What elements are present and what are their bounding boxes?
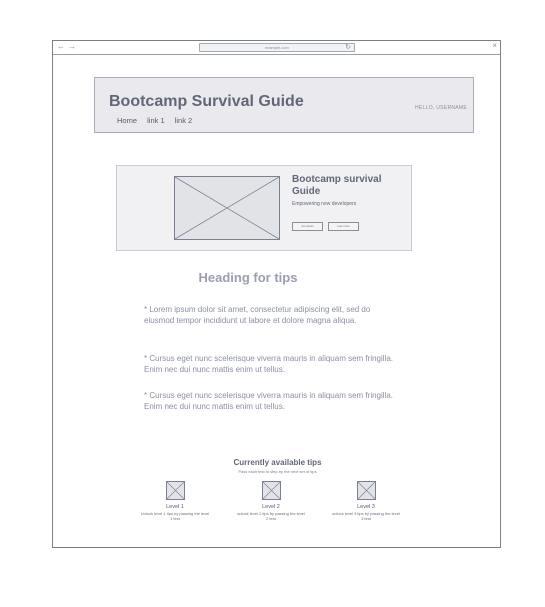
back-icon[interactable]: ← <box>57 42 68 51</box>
level-name: Level 3 <box>357 504 375 510</box>
tip-item: * Lorem ipsum dolor sit amet, consectetur adipiscing elit, sed do eiusmod tempor incididunt ut labore et dolore magna aliqua. <box>144 305 371 325</box>
level-description: unlock level 3 tips by passing the level 3 test <box>332 511 400 521</box>
tip-item: * Cursus eget nunc scelerisque viverra mauris in aliquam sem fringilla. Enim nec dui nunc mattis enim ut tellus. <box>144 354 393 374</box>
level-description: Unlock level 1 tips by passing the level 1 test <box>140 511 210 521</box>
image-placeholder-icon <box>167 482 184 499</box>
level-card-2[interactable] <box>236 481 306 521</box>
level-1-image-placeholder <box>166 481 185 500</box>
tip-item: * Cursus eget nunc scelerisque viverra mauris in aliquam sem fringilla. Enim nec dui nunc mattis enim ut tellus. <box>144 391 393 411</box>
get-started-button[interactable]: Get started <box>292 222 323 231</box>
nav-link-2[interactable]: link 2 <box>174 116 193 125</box>
available-tips-subtitle: Pass each test to step by the next set of tips <box>238 469 317 474</box>
level-card-3[interactable] <box>331 481 401 521</box>
forward-icon[interactable]: → <box>68 42 79 51</box>
main-nav <box>117 116 200 125</box>
nav-link-1[interactable]: link 1 <box>147 116 165 125</box>
browser-window <box>52 40 501 548</box>
close-icon[interactable]: × <box>492 41 497 50</box>
site-header <box>94 77 474 133</box>
image-placeholder-icon <box>263 482 280 499</box>
browser-nav-buttons <box>57 42 79 51</box>
level-card-1[interactable] <box>140 481 210 521</box>
level-name: Level 1 <box>166 504 184 510</box>
user-greeting: HELLO, USERNAME <box>414 105 467 111</box>
site-title: Bootcamp Survival Guide <box>109 93 304 110</box>
hero-image-placeholder <box>174 176 280 240</box>
tips-heading: Heading for tips <box>198 270 298 285</box>
available-tips-title: Currently available tips <box>233 458 322 467</box>
reload-icon[interactable]: ↻ <box>345 44 351 51</box>
level-description: unlock level 2 tips by passing the level 2 test <box>237 511 305 521</box>
image-placeholder-icon <box>175 177 279 239</box>
level-name: Level 2 <box>262 504 280 510</box>
url-text: example.com <box>265 45 289 50</box>
hero-section <box>116 165 412 251</box>
hero-subtitle: Empowering new developers <box>292 201 357 207</box>
hero-title: Bootcamp survival Guide <box>292 174 382 197</box>
image-placeholder-icon <box>358 482 375 499</box>
learn-more-button[interactable]: Learn more <box>328 222 359 231</box>
address-bar[interactable] <box>199 43 355 52</box>
level-2-image-placeholder <box>262 481 281 500</box>
nav-link-home[interactable]: Home <box>117 116 138 125</box>
browser-titlebar <box>53 41 500 55</box>
level-3-image-placeholder <box>357 481 376 500</box>
